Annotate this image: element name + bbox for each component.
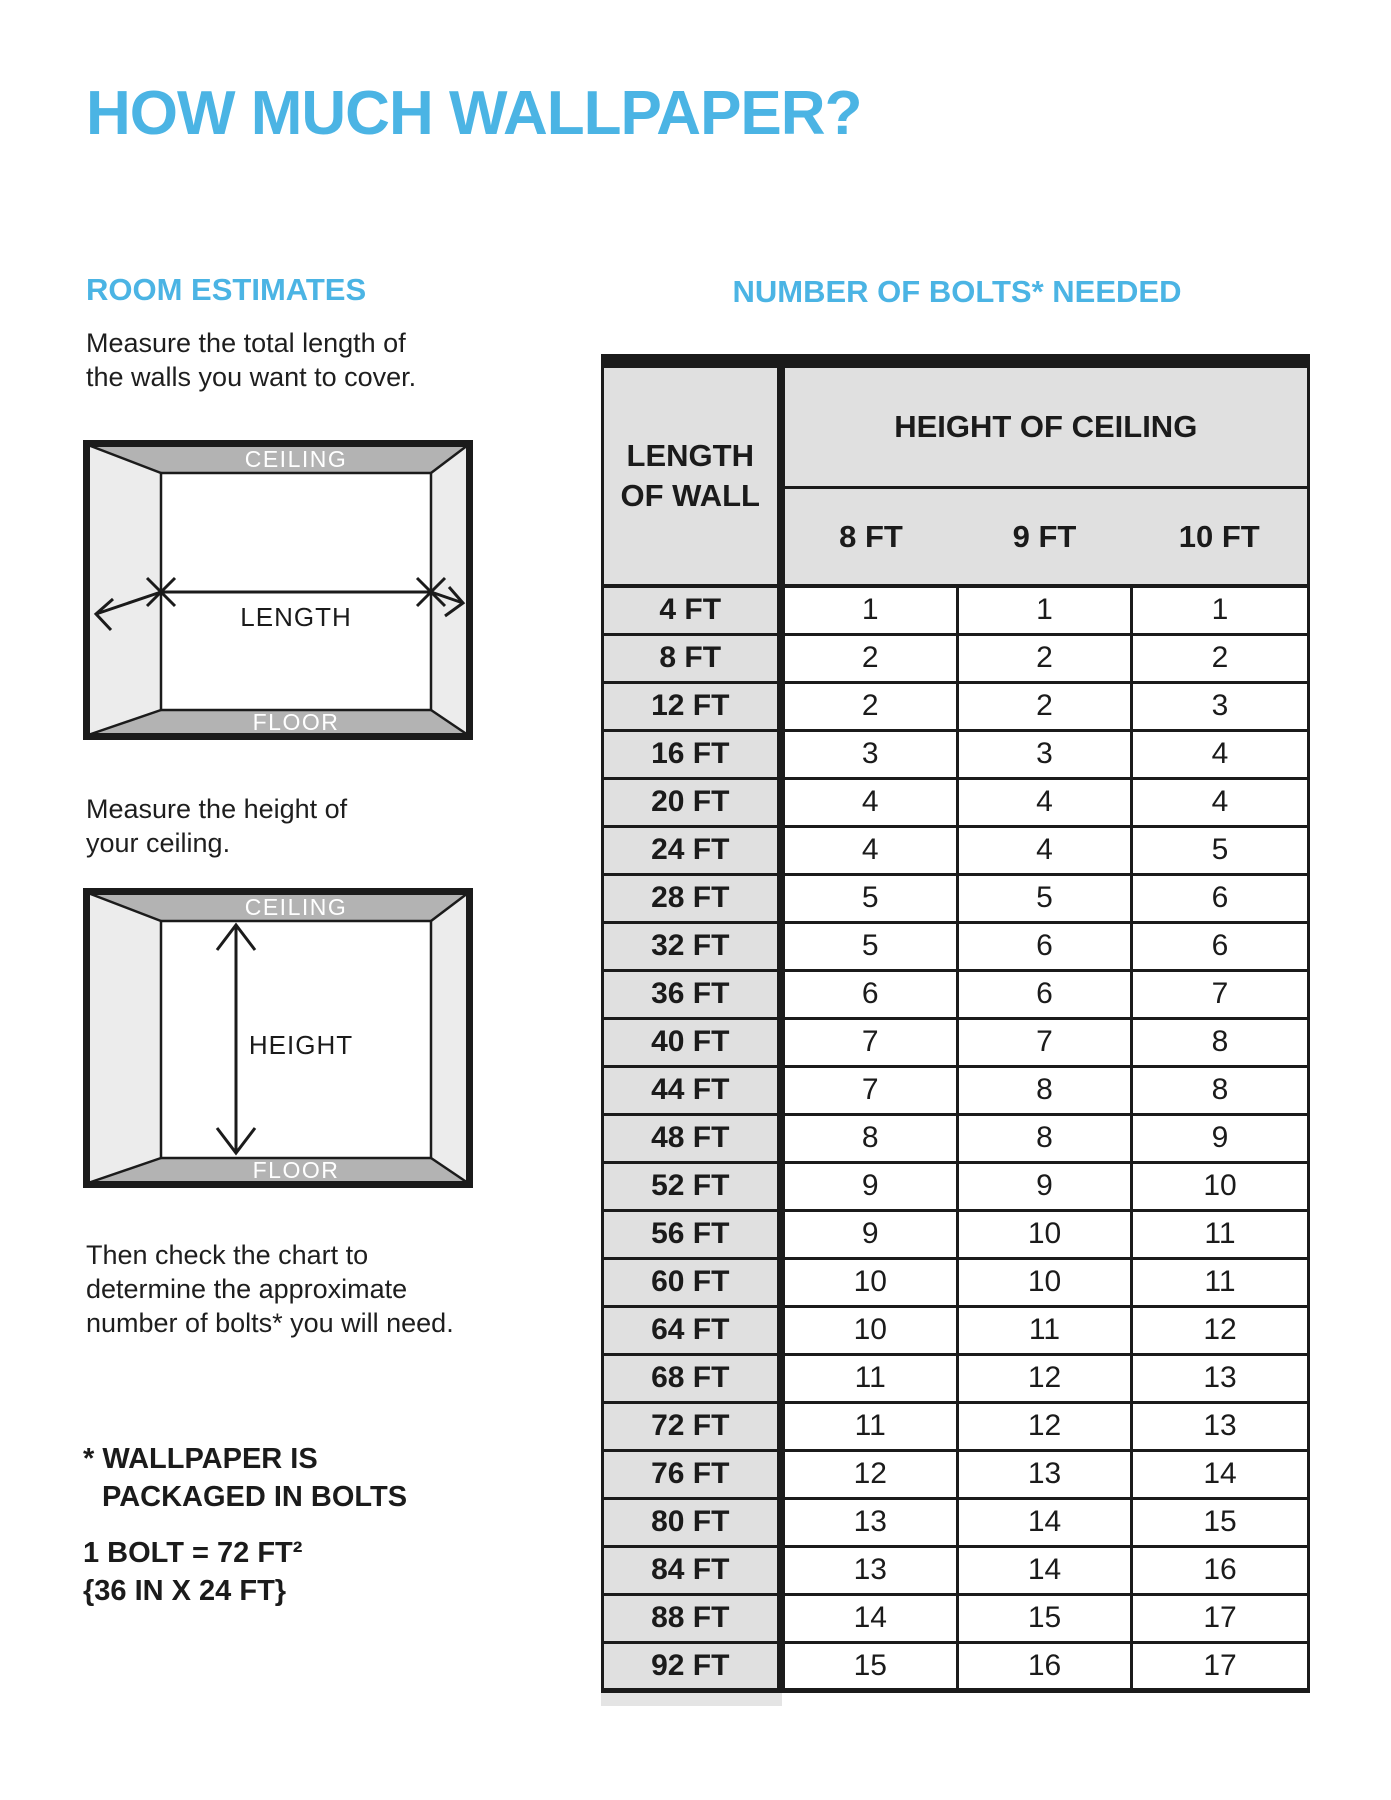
- bolt-count-cell: 4: [1132, 778, 1309, 826]
- bolt-count-cell: 13: [958, 1450, 1132, 1498]
- height-measure-label: HEIGHT: [248, 1030, 354, 1060]
- bolt-count-cell: 13: [1132, 1354, 1309, 1402]
- table-row: [603, 1210, 1309, 1258]
- bolt-count-cell: 4: [781, 778, 958, 826]
- footnote-line: * WALLPAPER IS: [83, 1443, 318, 1475]
- row-length-label: 4 FT: [603, 586, 781, 634]
- bolt-count-cell: 5: [781, 922, 958, 970]
- bolt-count-cell: 12: [1132, 1306, 1309, 1354]
- text-line: the walls you want to cover.: [86, 362, 417, 392]
- bolt-count-cell: 14: [958, 1546, 1132, 1594]
- right-wall: [431, 893, 468, 1183]
- bolt-count-cell: 9: [958, 1162, 1132, 1210]
- bolt-count-cell: 7: [958, 1018, 1132, 1066]
- row-length-label: 80 FT: [603, 1498, 781, 1546]
- row-length-label: 60 FT: [603, 1258, 781, 1306]
- ceiling-label: CEILING: [244, 446, 348, 472]
- bolt-count-cell: 10: [1132, 1162, 1309, 1210]
- row-length-label: 76 FT: [603, 1450, 781, 1498]
- table-row: [603, 1306, 1309, 1354]
- bolt-count-cell: 15: [781, 1642, 958, 1690]
- table-row: [603, 970, 1309, 1018]
- bolt-count-cell: 8: [958, 1066, 1132, 1114]
- bolt-count-cell: 6: [781, 970, 958, 1018]
- bolt-count-cell: 7: [1132, 970, 1309, 1018]
- bolt-count-cell: 11: [781, 1402, 958, 1450]
- bolt-count-cell: 14: [781, 1594, 958, 1642]
- length-measure-label: LENGTH: [240, 602, 352, 632]
- bolt-count-cell: 8: [1132, 1018, 1309, 1066]
- column-header-9ft: 9 FT: [958, 488, 1132, 587]
- bolt-count-cell: 14: [958, 1498, 1132, 1546]
- row-length-label: 8 FT: [603, 634, 781, 682]
- table-row: [603, 826, 1309, 874]
- left-wall: [88, 893, 161, 1183]
- bolt-count-cell: 12: [958, 1402, 1132, 1450]
- bolt-count-cell: 6: [958, 922, 1132, 970]
- table-row: [603, 1594, 1309, 1642]
- column-header-10ft: 10 FT: [1132, 488, 1309, 587]
- bolt-size-info: [83, 1534, 302, 1610]
- table-row: [603, 1018, 1309, 1066]
- bolt-count-cell: 13: [781, 1498, 958, 1546]
- length-of-wall-header: [603, 361, 781, 586]
- bolt-count-cell: 3: [1132, 682, 1309, 730]
- table-row: [603, 1114, 1309, 1162]
- row-length-label: 36 FT: [603, 970, 781, 1018]
- bolt-count-cell: 11: [958, 1306, 1132, 1354]
- table-row: [603, 778, 1309, 826]
- table-row: [603, 1354, 1309, 1402]
- bolt-count-cell: 1: [781, 586, 958, 634]
- table-row: [603, 1450, 1309, 1498]
- bolt-count-cell: 5: [958, 874, 1132, 922]
- row-length-label: 72 FT: [603, 1402, 781, 1450]
- bolt-count-cell: 11: [1132, 1210, 1309, 1258]
- row-length-label: 48 FT: [603, 1114, 781, 1162]
- bolt-count-cell: 17: [1132, 1594, 1309, 1642]
- text-line: Then check the chart to: [86, 1240, 369, 1270]
- bolt-count-cell: 6: [1132, 922, 1309, 970]
- bolt-count-cell: 17: [1132, 1642, 1309, 1690]
- table-row: [603, 730, 1309, 778]
- table-row: [603, 1642, 1309, 1690]
- bolt-count-cell: 2: [958, 682, 1132, 730]
- bolt-dimensions: {36 IN X 24 FT}: [83, 1575, 287, 1607]
- bolt-count-cell: 9: [781, 1162, 958, 1210]
- column-header-8ft: 8 FT: [781, 488, 958, 587]
- table-row: [603, 1546, 1309, 1594]
- header-line: OF WALL: [620, 478, 760, 513]
- bolt-count-cell: 12: [958, 1354, 1132, 1402]
- row-length-label: 32 FT: [603, 922, 781, 970]
- bolt-count-cell: 15: [1132, 1498, 1309, 1546]
- bolt-equation: 1 BOLT = 72 FT²: [83, 1537, 303, 1569]
- bolts-table-area: [601, 274, 1313, 1706]
- bolt-count-cell: 7: [781, 1066, 958, 1114]
- floor-label: FLOOR: [252, 709, 340, 735]
- bolt-count-cell: 15: [958, 1594, 1132, 1642]
- bolt-count-cell: 2: [1132, 634, 1309, 682]
- table-row: [603, 586, 1309, 634]
- row-length-label: 56 FT: [603, 1210, 781, 1258]
- bolt-count-cell: 9: [781, 1210, 958, 1258]
- table-row: [603, 682, 1309, 730]
- row-length-label: 40 FT: [603, 1018, 781, 1066]
- height-of-ceiling-header: HEIGHT OF CEILING: [781, 361, 1309, 488]
- ceiling-label: CEILING: [244, 894, 348, 920]
- bolt-count-cell: 6: [1132, 874, 1309, 922]
- table-row: [603, 1402, 1309, 1450]
- table-row: [603, 1066, 1309, 1114]
- row-length-label: 64 FT: [603, 1306, 781, 1354]
- instruction-measure-height: [86, 792, 347, 860]
- floor-label: FLOOR: [252, 1157, 340, 1183]
- bolt-count-cell: 2: [781, 682, 958, 730]
- bolt-count-cell: 3: [781, 730, 958, 778]
- bolt-count-cell: 13: [781, 1546, 958, 1594]
- bolt-count-cell: 5: [1132, 826, 1309, 874]
- bolt-count-cell: 5: [781, 874, 958, 922]
- text-line: Measure the height of: [86, 794, 348, 824]
- bolt-count-cell: 11: [781, 1354, 958, 1402]
- bolt-count-cell: 4: [781, 826, 958, 874]
- bolt-count-cell: 2: [781, 634, 958, 682]
- bolt-count-cell: 3: [958, 730, 1132, 778]
- row-length-label: 84 FT: [603, 1546, 781, 1594]
- table-row: [603, 874, 1309, 922]
- bolt-count-cell: 9: [1132, 1114, 1309, 1162]
- table-row: [603, 922, 1309, 970]
- bolt-count-cell: 8: [1132, 1066, 1309, 1114]
- bolt-count-cell: 14: [1132, 1450, 1309, 1498]
- row-length-label: 16 FT: [603, 730, 781, 778]
- bolt-count-cell: 4: [958, 826, 1132, 874]
- row-length-label: 44 FT: [603, 1066, 781, 1114]
- bolt-count-cell: 8: [958, 1114, 1132, 1162]
- bolts-table-heading: NUMBER OF BOLTS* NEEDED: [732, 274, 1182, 309]
- bolt-count-cell: 6: [958, 970, 1132, 1018]
- right-wall: [431, 445, 468, 735]
- bolt-count-cell: 1: [1132, 586, 1309, 634]
- table-footer-stub: [601, 1693, 782, 1706]
- row-length-label: 52 FT: [603, 1162, 781, 1210]
- bolt-count-cell: 10: [781, 1306, 958, 1354]
- bolt-count-cell: 2: [958, 634, 1132, 682]
- row-length-label: 88 FT: [603, 1594, 781, 1642]
- header-line: LENGTH: [626, 438, 754, 473]
- page-title: HOW MUCH WALLPAPER?: [86, 79, 862, 148]
- room-height-diagram: [83, 888, 473, 1188]
- row-length-label: 20 FT: [603, 778, 781, 826]
- room-length-diagram: [83, 440, 473, 740]
- bolt-count-cell: 10: [958, 1210, 1132, 1258]
- bolt-count-cell: 13: [1132, 1402, 1309, 1450]
- row-length-label: 92 FT: [603, 1642, 781, 1690]
- bolts-footnote: [83, 1440, 407, 1516]
- instruction-measure-length: [86, 326, 416, 394]
- text-line: determine the approximate: [86, 1274, 408, 1304]
- bolt-count-cell: 16: [1132, 1546, 1309, 1594]
- bolt-count-cell: 11: [1132, 1258, 1309, 1306]
- bolt-count-cell: 8: [781, 1114, 958, 1162]
- bolt-count-cell: 4: [1132, 730, 1309, 778]
- table-row: [603, 634, 1309, 682]
- text-line: your ceiling.: [86, 828, 231, 858]
- table-header-row: [603, 361, 1309, 488]
- table-row: [603, 1258, 1309, 1306]
- bolt-count-cell: 16: [958, 1642, 1132, 1690]
- bolt-count-cell: 10: [958, 1258, 1132, 1306]
- row-length-label: 24 FT: [603, 826, 781, 874]
- row-length-label: 68 FT: [603, 1354, 781, 1402]
- room-estimates-heading: ROOM ESTIMATES: [86, 272, 367, 307]
- row-length-label: 12 FT: [603, 682, 781, 730]
- bolt-count-cell: 12: [781, 1450, 958, 1498]
- bolt-count-cell: 7: [781, 1018, 958, 1066]
- table-row: [603, 1162, 1309, 1210]
- text-line: Measure the total length of: [86, 328, 406, 358]
- bolt-count-cell: 1: [958, 586, 1132, 634]
- table-row: [603, 1498, 1309, 1546]
- text-line: number of bolts* you will need.: [86, 1308, 454, 1338]
- left-wall: [88, 445, 161, 735]
- bolts-table: [601, 354, 1310, 1693]
- row-length-label: 28 FT: [603, 874, 781, 922]
- instruction-check-chart: [86, 1238, 454, 1340]
- bolt-count-cell: 4: [958, 778, 1132, 826]
- bolts-table-body: [603, 586, 1309, 1690]
- footnote-line: PACKAGED IN BOLTS: [102, 1481, 408, 1513]
- bolt-count-cell: 10: [781, 1258, 958, 1306]
